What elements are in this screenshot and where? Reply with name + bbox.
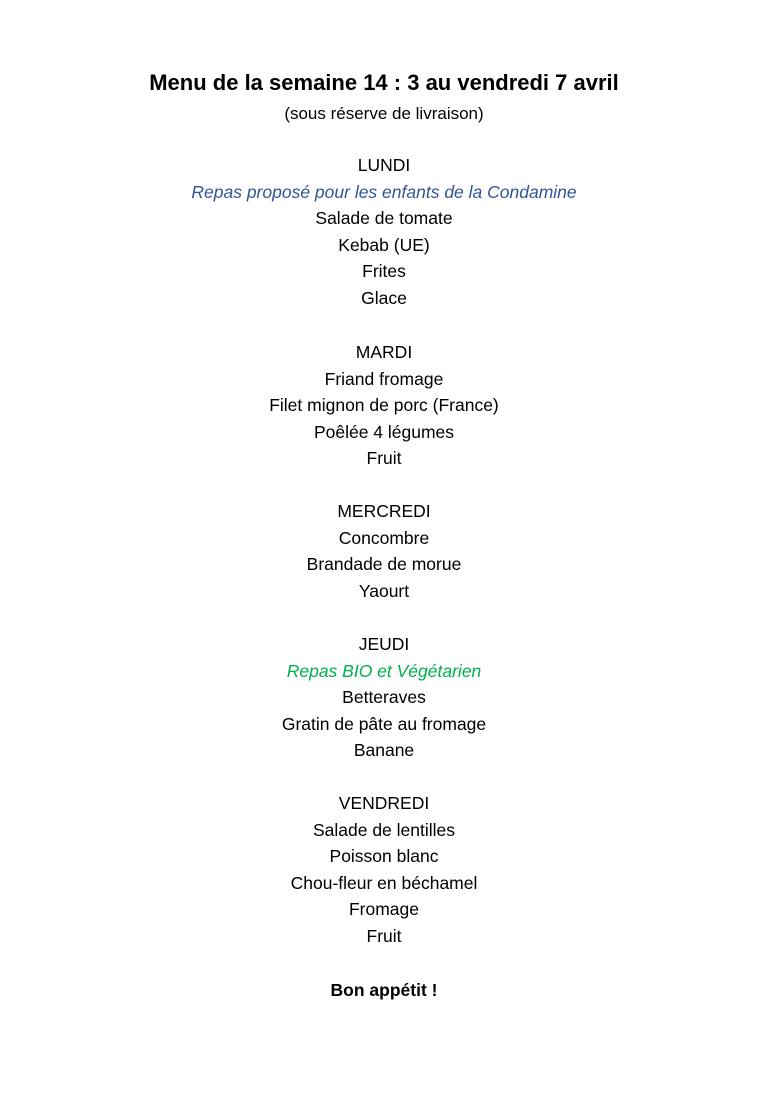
menu-item: Poêlée 4 légumes	[313, 421, 455, 442]
menu-item: Fromage	[348, 899, 420, 919]
menu-item: Fruit	[366, 925, 402, 946]
day-section-lundi	[0, 152, 768, 311]
menu-item: Chou-fleur en béchamel	[290, 872, 478, 893]
day-note: Repas BIO et Végétarien	[286, 660, 482, 681]
menu-item: Yaourt	[358, 580, 410, 601]
menu-item: Gratin de pâte au fromage	[281, 713, 487, 734]
day-section-vendredi	[0, 790, 768, 949]
day-heading: MARDI	[355, 342, 413, 362]
menu-item: Betteraves	[342, 687, 426, 707]
menu-item: Frites	[362, 261, 406, 281]
closing-line: Bon appétit !	[330, 980, 438, 1000]
menu-item: Kebab (UE)	[338, 234, 430, 255]
menu-item: Banane	[353, 740, 415, 760]
day-section-jeudi	[0, 631, 768, 764]
menu-item: Fruit	[366, 448, 402, 468]
menu-item: Brandade de morue	[306, 554, 462, 574]
page-subtitle: (sous réserve de livraison)	[284, 104, 484, 123]
day-heading: LUNDI	[357, 155, 411, 175]
menu-item: Friand fromage	[324, 368, 444, 389]
menu-item: Filet mignon de porc (France)	[269, 395, 499, 415]
menu-item: Salade de tomate	[315, 208, 453, 228]
menu-item: Poisson blanc	[329, 846, 439, 866]
day-section-mardi	[0, 339, 768, 472]
menu-item: Glace	[361, 287, 407, 308]
day-section-mercredi	[0, 498, 768, 604]
day-note: Repas proposé pour les enfants de la Condamine	[191, 181, 577, 202]
day-heading: JEUDI	[358, 634, 410, 654]
day-heading: MERCREDI	[337, 501, 431, 521]
day-heading: VENDREDI	[338, 793, 430, 813]
menu-item: Salade de lentilles	[312, 819, 456, 840]
menu-item: Concombre	[338, 527, 430, 548]
page-title: Menu de la semaine 14 : 3 au vendredi 7 avril	[149, 70, 619, 95]
